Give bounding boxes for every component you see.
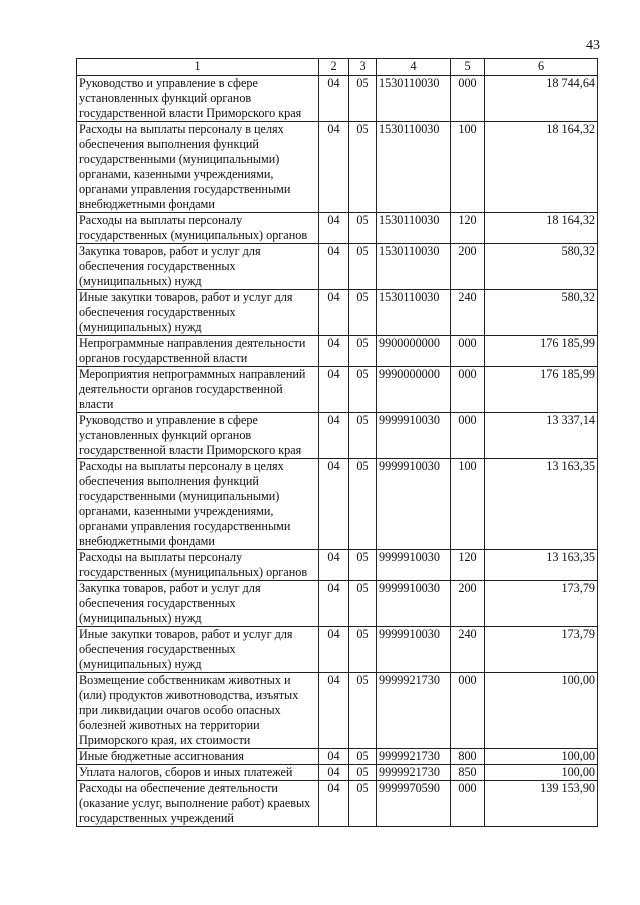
row-amount: 176 185,99 [485,367,598,413]
row-expense-type: 000 [451,673,485,749]
row-expense-type: 120 [451,213,485,244]
row-expense-type: 800 [451,749,485,765]
row-amount: 100,00 [485,765,598,781]
row-target-code: 9900000000 [377,336,451,367]
row-section: 04 [319,336,349,367]
table-row [77,244,598,290]
page-number: 43 [586,38,600,53]
header-row [77,59,598,76]
table-row [77,122,598,213]
row-section: 04 [319,213,349,244]
row-name: Закупка товаров, работ и услуг для обеспечения государственных (муниципальных) нужд [77,244,319,290]
table-row [77,213,598,244]
row-target-code: 1530110030 [377,76,451,122]
row-amount: 100,00 [485,673,598,749]
row-name: Иные закупки товаров, работ и услуг для обеспечения государственных (муниципальных) нужд [77,290,319,336]
row-amount: 173,79 [485,581,598,627]
row-expense-type: 850 [451,765,485,781]
row-target-code: 9999910030 [377,581,451,627]
row-expense-type: 000 [451,367,485,413]
row-expense-type: 000 [451,413,485,459]
row-subsection: 05 [349,413,377,459]
row-name: Расходы на выплаты персоналу государственных (муниципальных) органов [77,550,319,581]
row-subsection: 05 [349,122,377,213]
header-col-2: 2 [319,59,349,76]
header-col-6: 6 [485,59,598,76]
row-section: 04 [319,244,349,290]
row-name: Расходы на выплаты персоналу в целях обеспечения выполнения функций государственными (муниципальными) органами, казенными учреждениями, органами управления государственными внебюджетными фондами [77,122,319,213]
row-expense-type: 100 [451,122,485,213]
row-subsection: 05 [349,627,377,673]
table-row [77,673,598,749]
row-subsection: 05 [349,76,377,122]
table-row [77,413,598,459]
row-section: 04 [319,122,349,213]
row-name: Иные закупки товаров, работ и услуг для обеспечения государственных (муниципальных) нужд [77,627,319,673]
row-section: 04 [319,781,349,827]
row-section: 04 [319,459,349,550]
table-row [77,459,598,550]
row-section: 04 [319,749,349,765]
table-row [77,367,598,413]
row-amount: 173,79 [485,627,598,673]
row-target-code: 9999921730 [377,673,451,749]
row-subsection: 05 [349,749,377,765]
row-amount: 580,32 [485,244,598,290]
row-expense-type: 120 [451,550,485,581]
row-amount: 139 153,90 [485,781,598,827]
row-amount: 13 337,14 [485,413,598,459]
row-expense-type: 100 [451,459,485,550]
row-amount: 18 164,32 [485,122,598,213]
row-target-code: 9990000000 [377,367,451,413]
header-col-4: 4 [377,59,451,76]
header-col-1: 1 [77,59,319,76]
row-section: 04 [319,765,349,781]
budget-table [76,58,598,827]
row-subsection: 05 [349,290,377,336]
row-subsection: 05 [349,244,377,290]
row-subsection: 05 [349,781,377,827]
row-target-code: 9999970590 [377,781,451,827]
row-name: Непрограммные направления деятельности органов государственной власти [77,336,319,367]
row-amount: 100,00 [485,749,598,765]
row-expense-type: 200 [451,581,485,627]
row-target-code: 1530110030 [377,290,451,336]
row-subsection: 05 [349,367,377,413]
row-section: 04 [319,367,349,413]
row-expense-type: 000 [451,76,485,122]
row-target-code: 9999910030 [377,550,451,581]
row-amount: 18 164,32 [485,213,598,244]
table-row [77,581,598,627]
table-row [77,765,598,781]
row-subsection: 05 [349,550,377,581]
row-name: Расходы на выплаты персоналу государственных (муниципальных) органов [77,213,319,244]
row-subsection: 05 [349,581,377,627]
row-name: Руководство и управление в сфере установленных функций органов государственной власти Приморского края [77,76,319,122]
row-expense-type: 240 [451,627,485,673]
row-name: Расходы на обеспечение деятельности (оказание услуг, выполнение работ) краевых государственных учреждений [77,781,319,827]
row-section: 04 [319,76,349,122]
row-target-code: 1530110030 [377,244,451,290]
row-expense-type: 000 [451,336,485,367]
row-amount: 18 744,64 [485,76,598,122]
row-expense-type: 240 [451,290,485,336]
header-col-5: 5 [451,59,485,76]
row-subsection: 05 [349,213,377,244]
row-amount: 13 163,35 [485,459,598,550]
row-target-code: 9999921730 [377,765,451,781]
row-target-code: 9999910030 [377,413,451,459]
row-target-code: 1530110030 [377,122,451,213]
row-section: 04 [319,673,349,749]
row-target-code: 9999910030 [377,459,451,550]
table-row [77,336,598,367]
row-section: 04 [319,550,349,581]
row-subsection: 05 [349,459,377,550]
row-expense-type: 000 [451,781,485,827]
header-col-3: 3 [349,59,377,76]
row-target-code: 1530110030 [377,213,451,244]
row-subsection: 05 [349,336,377,367]
table-row [77,749,598,765]
row-name: Расходы на выплаты персоналу в целях обеспечения выполнения функций государственными (муниципальными) органами, казенными учреждениями, органами управления государственными внебюджетными фондами [77,459,319,550]
row-target-code: 9999921730 [377,749,451,765]
table-row [77,627,598,673]
table-row [77,290,598,336]
row-target-code: 9999910030 [377,627,451,673]
row-subsection: 05 [349,765,377,781]
row-name: Уплата налогов, сборов и иных платежей [77,765,319,781]
row-name: Возмещение собственникам животных и (или) продуктов животноводства, изъятых при ликвидации очагов особо опасных болезней животных на территории Приморского края, их стоимости [77,673,319,749]
table-row [77,76,598,122]
row-name: Руководство и управление в сфере установленных функций органов государственной власти Приморского края [77,413,319,459]
row-amount: 13 163,35 [485,550,598,581]
row-section: 04 [319,413,349,459]
row-name: Закупка товаров, работ и услуг для обеспечения государственных (муниципальных) нужд [77,581,319,627]
row-subsection: 05 [349,673,377,749]
row-section: 04 [319,627,349,673]
row-amount: 176 185,99 [485,336,598,367]
row-name: Иные бюджетные ассигнования [77,749,319,765]
row-amount: 580,32 [485,290,598,336]
table-row [77,781,598,827]
row-section: 04 [319,581,349,627]
row-name: Мероприятия непрограммных направлений деятельности органов государственной власти [77,367,319,413]
row-expense-type: 200 [451,244,485,290]
table-row [77,550,598,581]
row-section: 04 [319,290,349,336]
